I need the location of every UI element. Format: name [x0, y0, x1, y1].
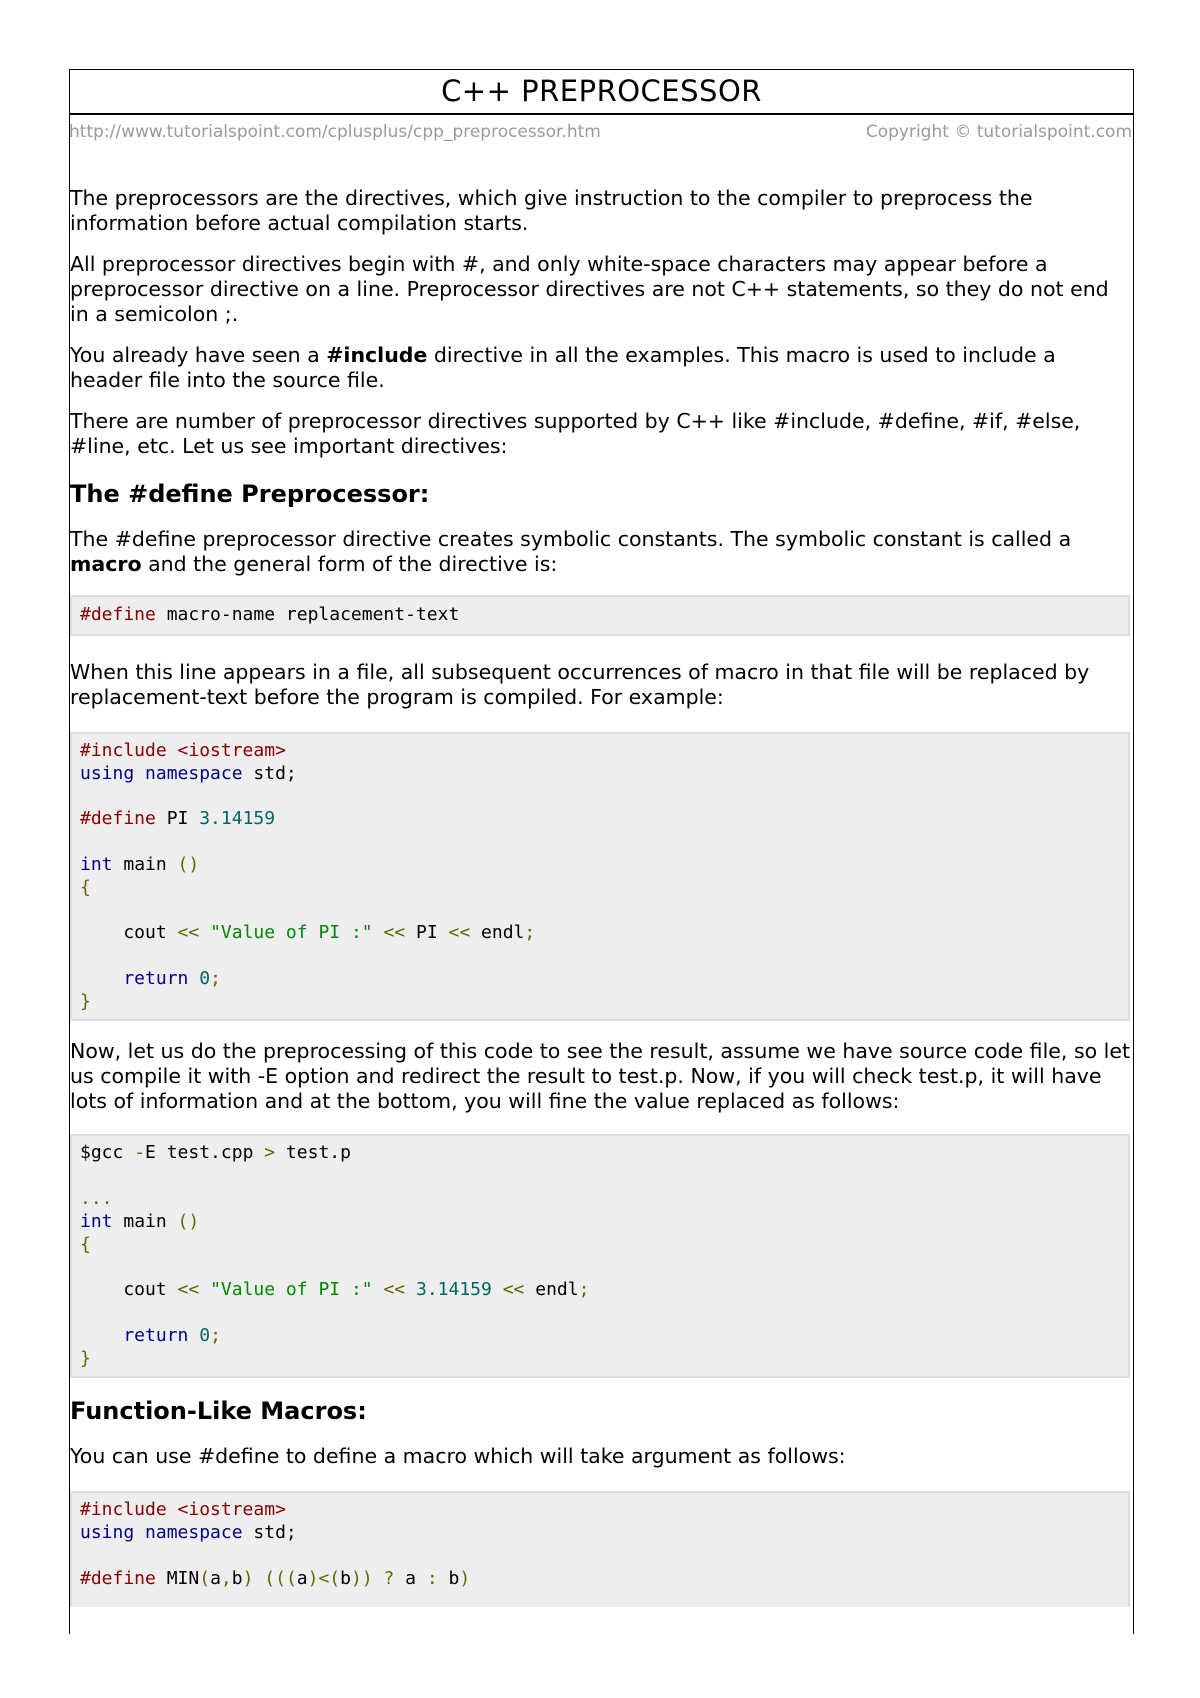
code-token: ;: [210, 1324, 221, 1346]
code-token: "Value of PI :": [199, 922, 384, 944]
source-url[interactable]: http://www.tutorialspoint.com/cplusplus/cpp_preprocessor.htm: [69, 122, 601, 142]
code-token: cout: [80, 922, 178, 944]
code-token: namespace: [145, 762, 243, 784]
code-token: ): [459, 1567, 471, 1589]
code-token: >: [264, 1142, 276, 1164]
code-token: namespace: [145, 1522, 243, 1544]
code-token: ;: [524, 922, 536, 944]
text-span: and the general form of the directive is:: [141, 552, 558, 576]
intro-paragraph-4: There are number of preprocessor directives supported by C++ like #include, #define, #if, #else, #line, etc. Let us see important directives:: [70, 409, 1081, 458]
code-token: 0: [188, 1324, 211, 1346]
define-paragraph-3: Now, let us do the preprocessing of this code to see the result, assume we have source code file, so let us compile it with -E option and redirect the result to test.p. Now, if you will check test.p, it will have lots of information and at the bottom, you will fine the value replaced as follows:: [70, 1039, 1131, 1114]
code-token: #include <iostream>: [80, 739, 286, 761]
code-token: -: [134, 1142, 146, 1164]
code-token: :: [426, 1567, 438, 1589]
intro-paragraph-3: [70, 343, 1132, 393]
code-token: )) ?: [350, 1567, 395, 1589]
code-token: ;: [578, 1279, 590, 1301]
code-token: <<: [383, 1279, 406, 1301]
code-block-example-2: [70, 1134, 1130, 1378]
code-token: int: [80, 1210, 113, 1232]
macro-keyword: macro: [70, 552, 142, 576]
code-token: ;: [210, 967, 221, 989]
code-token: return: [80, 967, 189, 989]
code-token: (: [199, 1567, 211, 1589]
code-token: b: [340, 1567, 351, 1589]
code-token: ...: [80, 1187, 113, 1209]
code-token: std;: [242, 762, 297, 784]
code-token: #define: [80, 808, 156, 830]
page-title: C++ PREPROCESSOR: [69, 69, 1134, 115]
section-heading-function-macros: Function-Like Macros:: [70, 1397, 367, 1426]
define-paragraph-2: When this line appears in a file, all subsequent occurrences of macro in that file will be replaced by replacement-text before the program is compiled. For example:: [70, 659, 1090, 709]
code-token: (): [177, 853, 200, 875]
intro-paragraph-1: The preprocessors are the directives, which give instruction to the compiler to preprocess the information before actual compilation starts.: [70, 186, 1033, 235]
code-token: )<(: [307, 1567, 341, 1589]
code-token: <<: [177, 922, 200, 944]
code-token: 3.14159: [405, 1279, 503, 1301]
code-token: cout: [80, 1279, 178, 1301]
code-token: PI: [155, 808, 200, 830]
code-token: b: [437, 1567, 460, 1589]
code-token: main: [112, 853, 178, 875]
code-token: a: [296, 1567, 308, 1589]
code-token: using: [80, 1522, 135, 1544]
code-token: ) (((: [242, 1567, 297, 1589]
code-token: MIN: [155, 1567, 200, 1589]
code-token: {: [80, 876, 91, 898]
text-span: The #define preprocessor directive creates symbolic constants. The symbolic constant is called a: [70, 527, 1072, 551]
code-token: {: [80, 1233, 91, 1255]
code-token: (): [177, 1210, 200, 1232]
text-span: directive in all the examples. This macro is used to include a header file into the source file.: [70, 343, 1056, 392]
code-token: endl: [524, 1279, 579, 1301]
code-token: <<: [502, 1279, 525, 1301]
code-token: <<: [383, 922, 406, 944]
code-token: a: [210, 1567, 221, 1589]
code-token: 0: [188, 967, 211, 989]
code-token: PI: [405, 922, 449, 944]
code-token: <<: [448, 922, 471, 944]
code-block-example-3: [70, 1491, 1130, 1606]
define-paragraph-1: [70, 527, 1132, 577]
code-token: macro-name replacement-text: [155, 604, 460, 625]
code-token: "Value of PI :": [199, 1279, 384, 1301]
text-span: You already have seen a: [70, 343, 327, 367]
code-token: main: [112, 1210, 178, 1232]
code-token: }: [80, 1347, 91, 1369]
code-token: b: [231, 1567, 243, 1589]
function-macros-paragraph-1: You can use #define to define a macro which will take argument as follows:: [70, 1444, 846, 1469]
code-block-syntax: [70, 595, 1130, 636]
code-token: using: [80, 762, 135, 784]
code-token: E test.cpp: [145, 1142, 265, 1164]
code-token: ,: [220, 1567, 232, 1589]
code-block-example-1: [70, 732, 1130, 1022]
section-heading-define: The #define Preprocessor:: [70, 480, 430, 508]
code-token: #define: [80, 604, 156, 625]
code-token: int: [80, 853, 113, 875]
code-token: $gcc: [80, 1142, 135, 1164]
intro-paragraph-2: All preprocessor directives begin with #, and only white-space characters may appear before a preprocessor directive on a line. Preprocessor directives are not C++ statements, so they do not end in a semicolon ;.: [70, 252, 1109, 326]
article-content: [70, 186, 1132, 1607]
code-token: #include <iostream>: [80, 1499, 286, 1521]
code-token: a: [394, 1567, 427, 1589]
code-token: test.p: [275, 1142, 351, 1164]
copyright-notice: Copyright © tutorialspoint.com: [865, 122, 1132, 142]
code-token: std;: [242, 1522, 297, 1544]
include-keyword: #include: [326, 343, 428, 367]
code-token: endl: [470, 922, 525, 944]
code-token: return: [80, 1324, 189, 1346]
code-token: 3.14159: [199, 808, 276, 830]
code-token: }: [80, 990, 91, 1012]
code-token: <<: [177, 1279, 200, 1301]
code-token: #define: [80, 1567, 156, 1589]
